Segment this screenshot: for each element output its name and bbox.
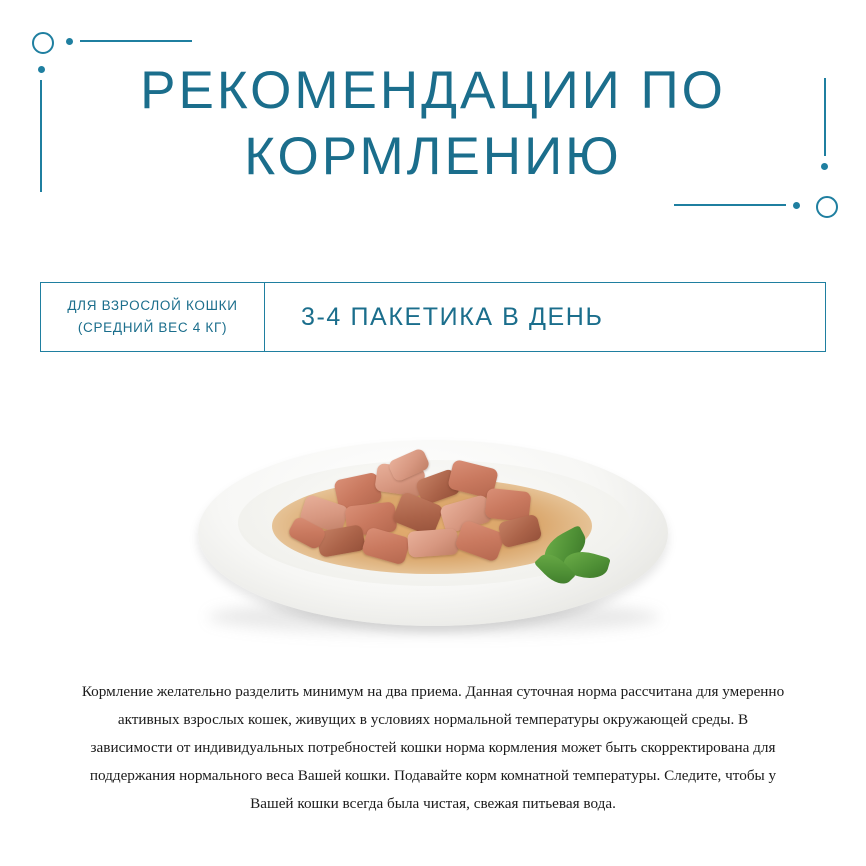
- meat-chunk: [407, 528, 459, 557]
- dosage-box: [40, 282, 826, 352]
- page-title-line-2: КОРМЛЕНИЮ: [244, 127, 622, 186]
- dosage-audience: [41, 283, 265, 351]
- decorative-line-bottom-right-horizontal: [674, 204, 786, 206]
- dosage-audience-line-2: (СРЕДНИЙ ВЕС 4 КГ): [77, 320, 228, 335]
- decorative-line-bottom-right-vertical: [824, 78, 826, 156]
- decorative-line-top-left-vertical: [40, 80, 42, 192]
- decorative-circle-bottom-right: [816, 196, 838, 218]
- decorative-dot-top-left-vertical: [38, 66, 45, 73]
- dosage-audience-line-1: ДЛЯ ВЗРОСЛОЙ КОШКИ: [67, 298, 238, 313]
- feeding-instructions-text: Кормление желательно разделить минимум на два приема. Данная суточная норма рассчитана для умеренно активных взрослых кошек, живущих в условиях нормальной температуры окружающей среды. В зависимости от индивидуальных потребностей кошки норма кормления может быть скорректирована для поддержания нормального веса Вашей кошки. Подавайте корм комнатной температуры. Следите, чтобы у Вашей кошки всегда была чистая, свежая питьевая вода.: [81, 683, 785, 812]
- food-plate-illustration: [150, 418, 716, 668]
- decorative-dot-bottom-right-horizontal: [793, 202, 800, 209]
- decorative-circle-top-left: [32, 32, 54, 54]
- page-title-line-1: РЕКОМЕНДАЦИИ ПО: [140, 61, 726, 120]
- decorative-dot-top-left-horizontal: [66, 38, 73, 45]
- page-title: [60, 58, 806, 190]
- dosage-amount: 3-4 ПАКЕТИКА В ДЕНЬ: [301, 302, 604, 331]
- decorative-dot-bottom-right-vertical: [821, 163, 828, 170]
- decorative-line-top-left-horizontal: [80, 40, 192, 42]
